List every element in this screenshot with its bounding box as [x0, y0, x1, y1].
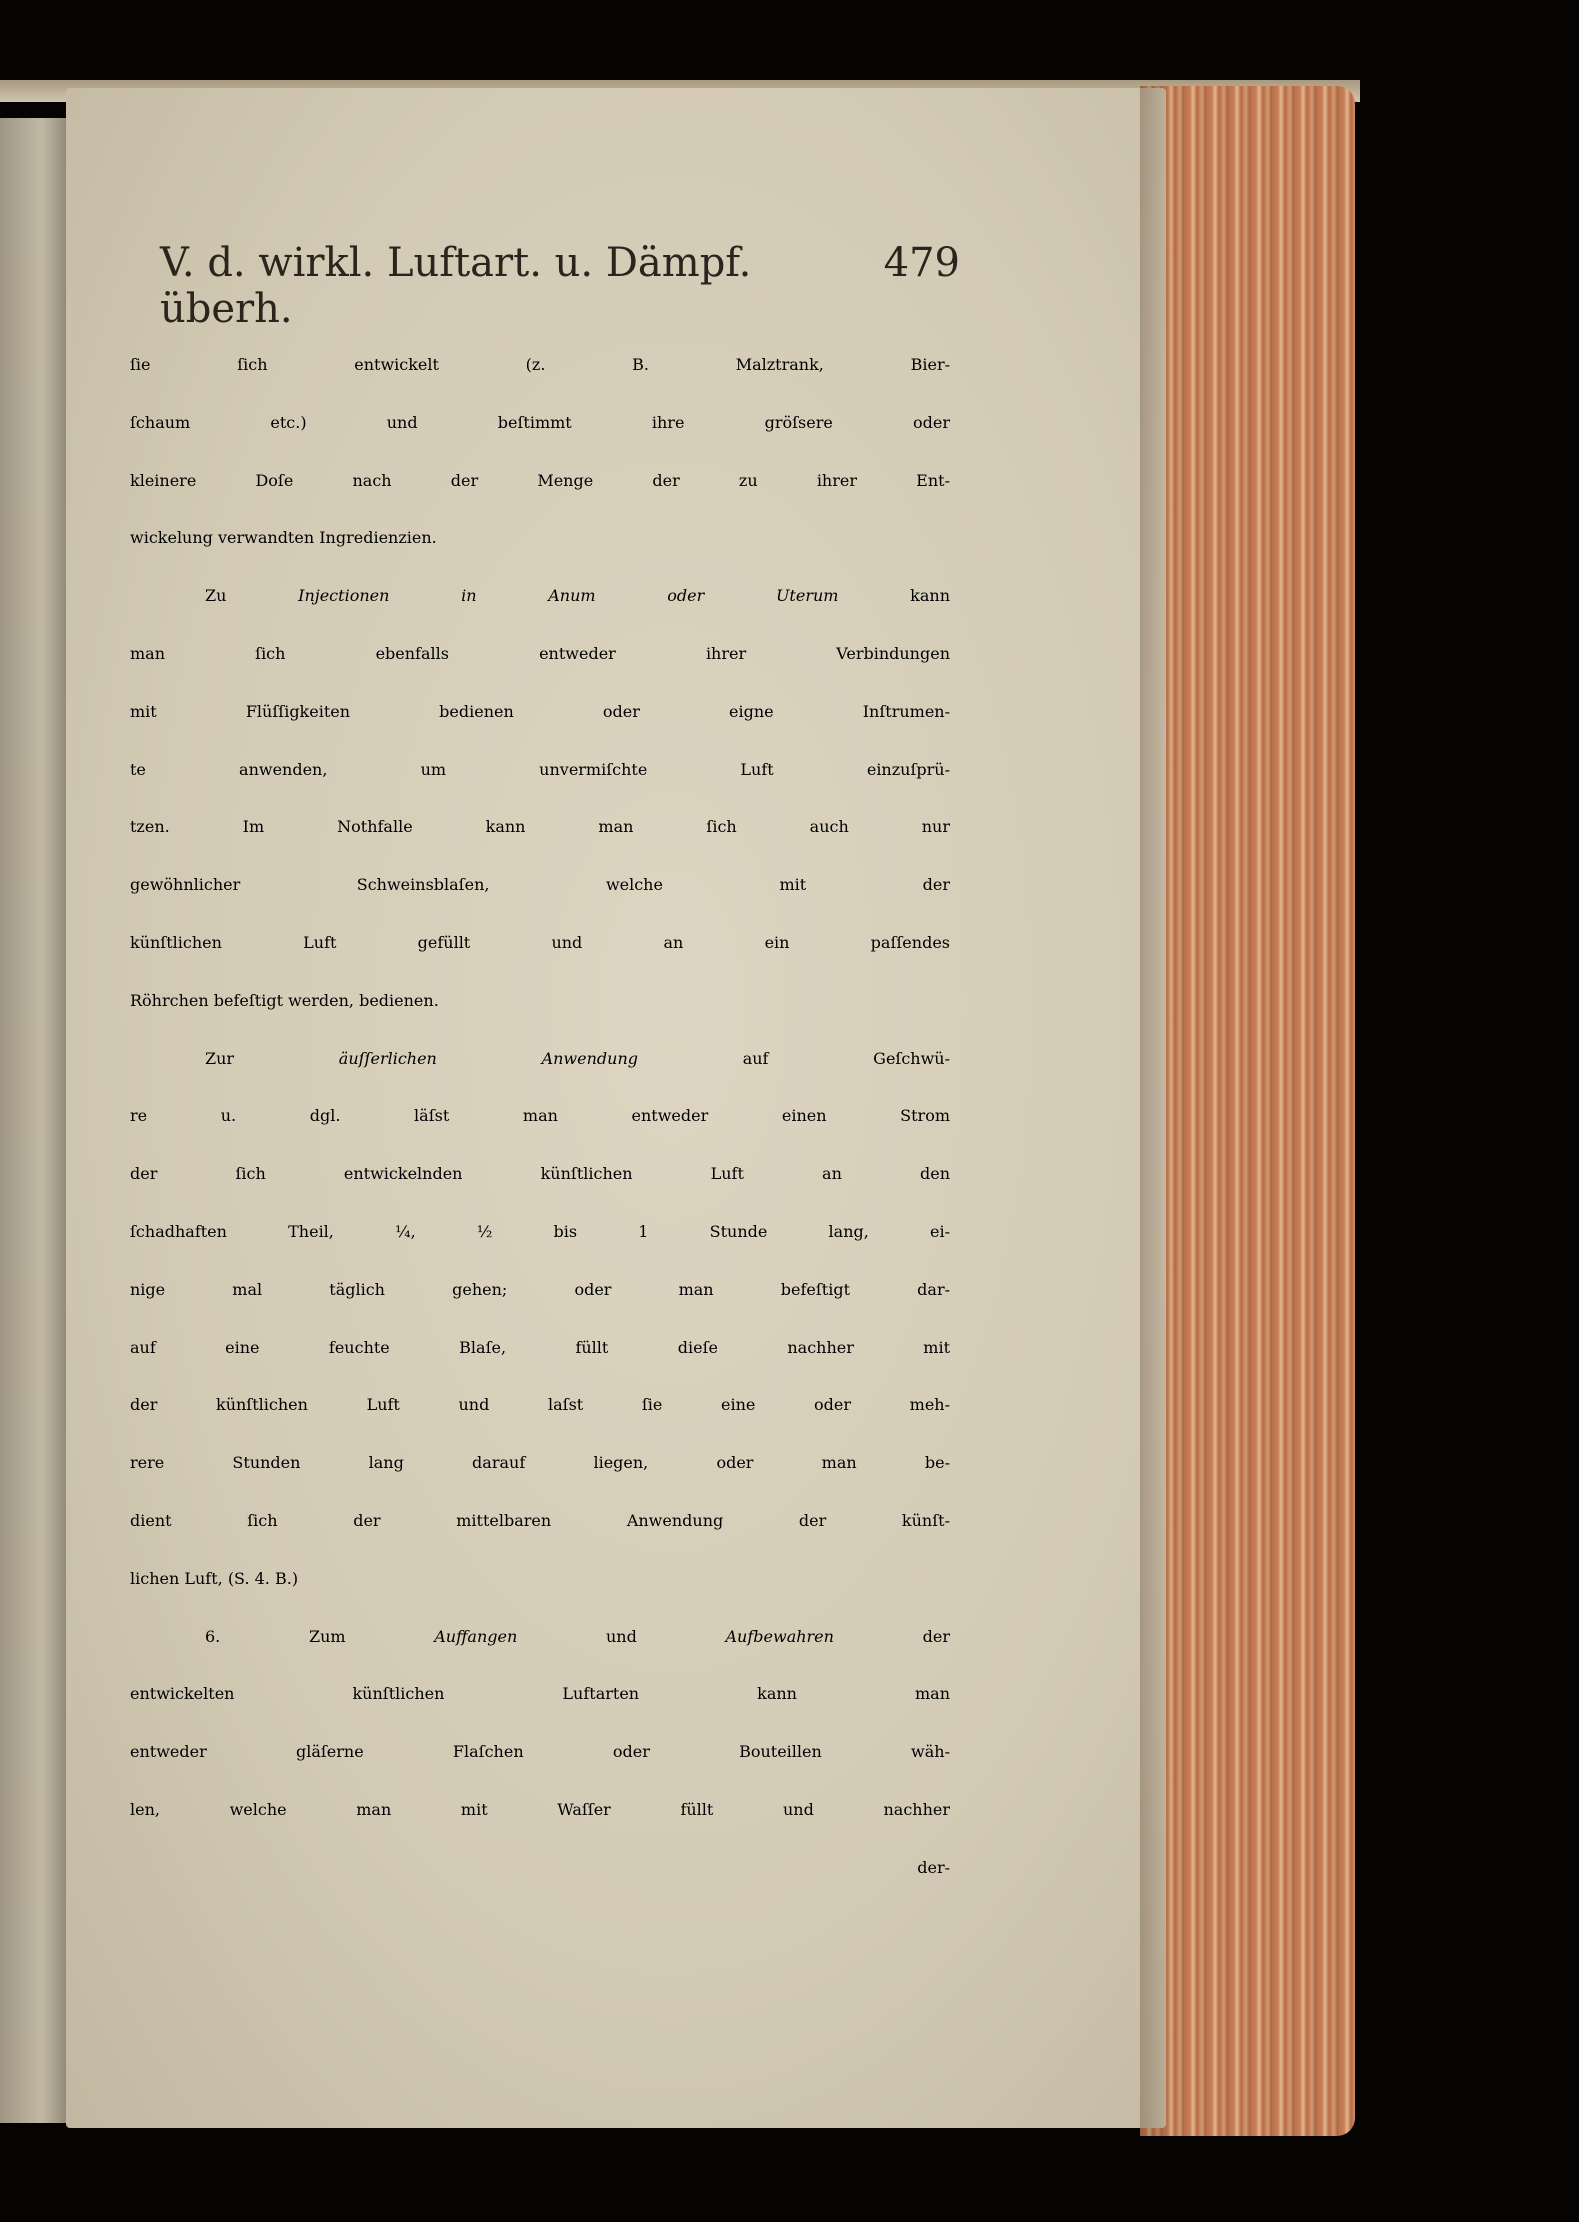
emphasized-text: Auffangen [434, 1626, 518, 1646]
text-line [130, 1665, 950, 1723]
text-line [205, 1608, 950, 1666]
text-line [130, 683, 950, 741]
text-span: 6. Zum [205, 1626, 435, 1646]
text-span: entwickelten künſtlichen Luftarten kann man [130, 1684, 950, 1704]
emphasized-text: Injectionen in Anum oder Uterum [298, 586, 839, 606]
text-span: mit Flüſſigkeiten bedienen oder eigne Inſtrumen- [130, 701, 950, 721]
text-span: gewöhnlicher Schweinsblaſen, welche mit der [130, 875, 950, 895]
text-span: kann [838, 586, 950, 606]
text-span: rere Stunden lang darauf liegen, oder man be- [130, 1453, 950, 1473]
text-line [130, 394, 950, 452]
text-line [130, 1723, 950, 1781]
text-line [130, 1261, 950, 1319]
text-line [130, 856, 950, 914]
running-title: V. d. wirkl. Luftart. u. Dämpf. überh. [160, 240, 752, 332]
text-span: künſtlichen Luft gefüllt und an ein paſſendes [130, 933, 950, 952]
text-span: ſchaum etc.) und beſtimmt ihre gröſsere oder [130, 412, 950, 432]
facing-page-edge [0, 118, 70, 2123]
text-span: Zur [205, 1048, 339, 1068]
emphasized-text: äuſſerlichen Anwendung [338, 1048, 638, 1068]
text-span: auf Geſchwü- [637, 1048, 950, 1068]
text-span: der künſtlichen Luft und laſst ſie eine oder meh- [130, 1395, 950, 1415]
text-line [130, 972, 950, 1030]
text-line [130, 625, 950, 683]
text-line [130, 1319, 950, 1377]
text-span: dient ſich der mittelbaren Anwendung der künſt- [130, 1511, 950, 1530]
text-span: entweder gläſerne Flaſchen oder Bouteillen wäh- [130, 1742, 950, 1762]
text-span: re u. dgl. läſst man entweder einen Strom [130, 1106, 950, 1126]
text-line [205, 567, 950, 625]
text-span: tzen. Im Nothfalle kann man ſich auch nur [130, 817, 950, 837]
text-span: man ſich ebenfalls entweder ihrer Verbindungen [130, 644, 950, 663]
text-span: te anwenden, um unvermiſchte Luft einzuſprü- [130, 759, 950, 779]
text-span: ſchadhaften Theil, ¼, ½ bis 1 Stunde lang, ei- [130, 1222, 950, 1241]
text-span: len, welche man mit Waſſer füllt und nachher [130, 1800, 950, 1819]
text-span: ſie ſich entwickelt (z. B. Malztrank, Bier- [130, 355, 950, 374]
text-line [130, 1781, 950, 1839]
text-line [130, 336, 950, 394]
text-line [130, 1492, 950, 1550]
text-line [130, 1376, 950, 1434]
text-line [130, 798, 950, 856]
emphasized-text: Aufbewahren [725, 1626, 834, 1646]
text-span: Röhrchen befeſtigt werden, bedienen. [130, 990, 439, 1010]
text-span: nige mal täglich gehen; oder man befeſtigt dar- [130, 1279, 950, 1299]
text-line [130, 1550, 950, 1608]
text-span: und [517, 1626, 726, 1646]
text-line [130, 914, 950, 972]
text-line [130, 509, 950, 567]
text-span: kleinere Doſe nach der Menge der zu ihrer Ent- [130, 470, 950, 490]
text-span: auf eine feuchte Blaſe, füllt dieſe nachher mit [130, 1337, 950, 1357]
catchword: der- [917, 1857, 950, 1877]
text-span: lichen Luft, (S. 4. B.) [130, 1568, 299, 1588]
text-line [130, 1434, 950, 1492]
page-number: 479 [883, 240, 960, 286]
running-header [160, 240, 960, 332]
text-span: der ſich entwickelnden künſtlichen Luft an den [130, 1164, 950, 1184]
text-line [130, 452, 950, 510]
text-span: Zu [205, 586, 299, 606]
text-line [130, 741, 950, 799]
text-line [130, 1145, 950, 1203]
text-span: wickelung verwandten Ingredienzien. [130, 528, 437, 548]
text-span: der [833, 1626, 950, 1646]
text-line [130, 1087, 950, 1145]
page-gutter-shadow [1140, 86, 1180, 2136]
text-line [130, 1203, 950, 1261]
text-line [205, 1030, 950, 1088]
